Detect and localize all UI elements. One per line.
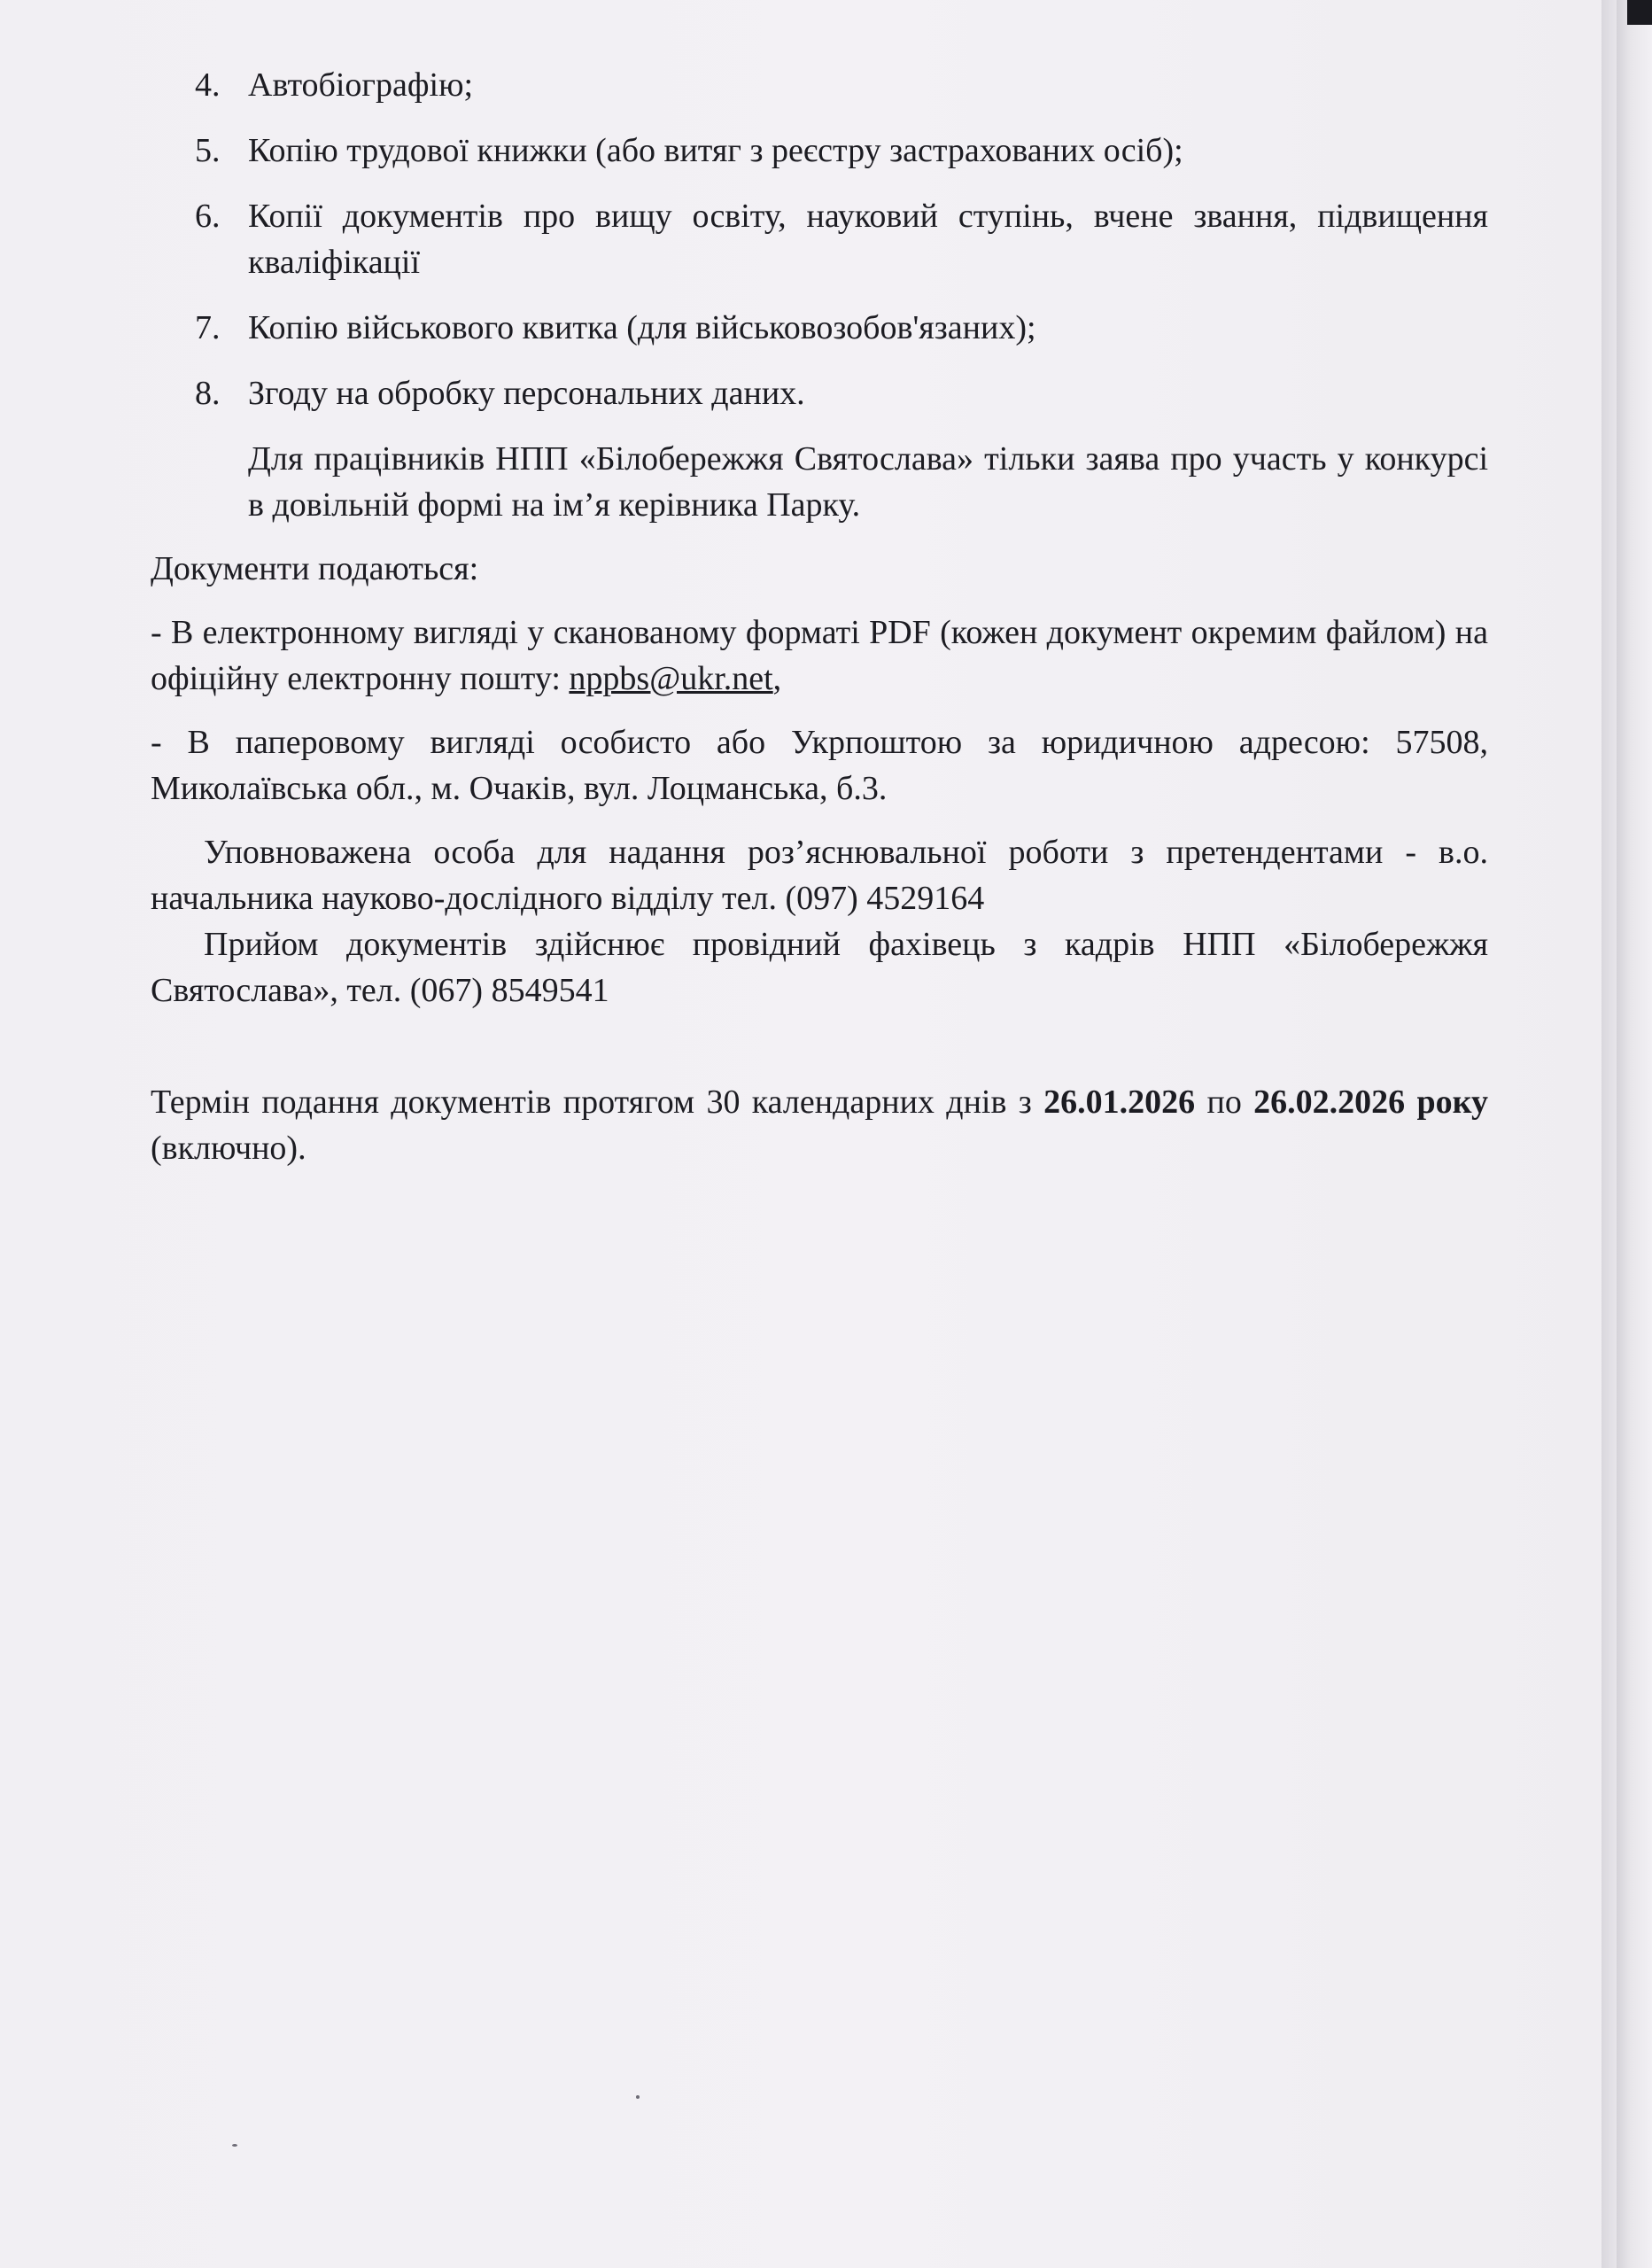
deadline-start-date: 26.01.2026 xyxy=(1043,1084,1196,1121)
list-item xyxy=(151,370,1488,416)
scan-speck xyxy=(232,2144,237,2147)
list-item xyxy=(151,62,1488,108)
deadline-end-date: 26.02.2026 року xyxy=(1253,1084,1489,1121)
submission-heading: Документи подаються: xyxy=(151,550,479,587)
list-item-text: Копію трудової книжки (або витяг з реєстру застрахованих осіб); xyxy=(248,132,1183,169)
document-body xyxy=(151,62,1488,1189)
list-item-text: Згоду на обробку персональних даних. xyxy=(248,375,805,412)
page-edge-shadow xyxy=(1602,0,1617,2268)
list-item-text: Копії документів про вищу освіту, науковий ступінь, вчене звання, підвищення кваліфікації xyxy=(248,198,1488,281)
list-item xyxy=(151,305,1488,351)
list-item-number: 8. xyxy=(195,375,221,412)
submission-deadline xyxy=(151,1079,1488,1171)
list-item-number: 7. xyxy=(195,309,221,346)
deadline-suffix: (включно). xyxy=(151,1130,306,1167)
electronic-submission-text: - В електронному вигляді у сканованому форматі PDF (кожен документ окремим файлом) на офіційну електронну пошту: xyxy=(151,614,1488,697)
scanner-corner xyxy=(1627,0,1652,25)
email-trailing-comma: , xyxy=(772,660,782,697)
paper-submission: - В паперовому вигляді особисто або Укрпоштою за юридичною адресою: 57508, Миколаївська обл., м. Очаків, вул. Лоцманська, б.3. xyxy=(151,724,1488,807)
list-item-text: Автобіографію; xyxy=(248,66,474,104)
park-employees-note: Для працівників НПП «Білобережжя Святослава» тільки заява про участь у конкурсі в довільній формі на ім’я керівника Парку. xyxy=(248,440,1488,524)
documents-reception: Прийом документів здійснює провідний фахівець з кадрів НПП «Білобережжя Святослава», тел. (067) 8549541 xyxy=(151,926,1488,1009)
scanner-margin xyxy=(1617,0,1652,2268)
list-item xyxy=(151,193,1488,285)
email-link[interactable]: nppbs@ukr.net xyxy=(569,660,773,697)
authorized-person: Уповноважена особа для надання роз’яснювальної роботи з претендентами - в.о. начальника науково-дослідного відділу тел. (097) 4529164 xyxy=(151,834,1488,917)
documents-list xyxy=(151,62,1488,416)
list-item xyxy=(151,128,1488,174)
scan-speck xyxy=(636,2095,640,2099)
list-item-number: 4. xyxy=(195,66,221,104)
list-item-number: 5. xyxy=(195,132,221,169)
list-item-number: 6. xyxy=(195,198,221,235)
list-item-text: Копію військового квитка (для військовозобов'язаних); xyxy=(248,309,1036,346)
deadline-prefix: Термін подання документів протягом 30 календарних днів з xyxy=(151,1084,1044,1121)
deadline-middle: по xyxy=(1195,1084,1254,1121)
electronic-submission xyxy=(151,610,1488,702)
